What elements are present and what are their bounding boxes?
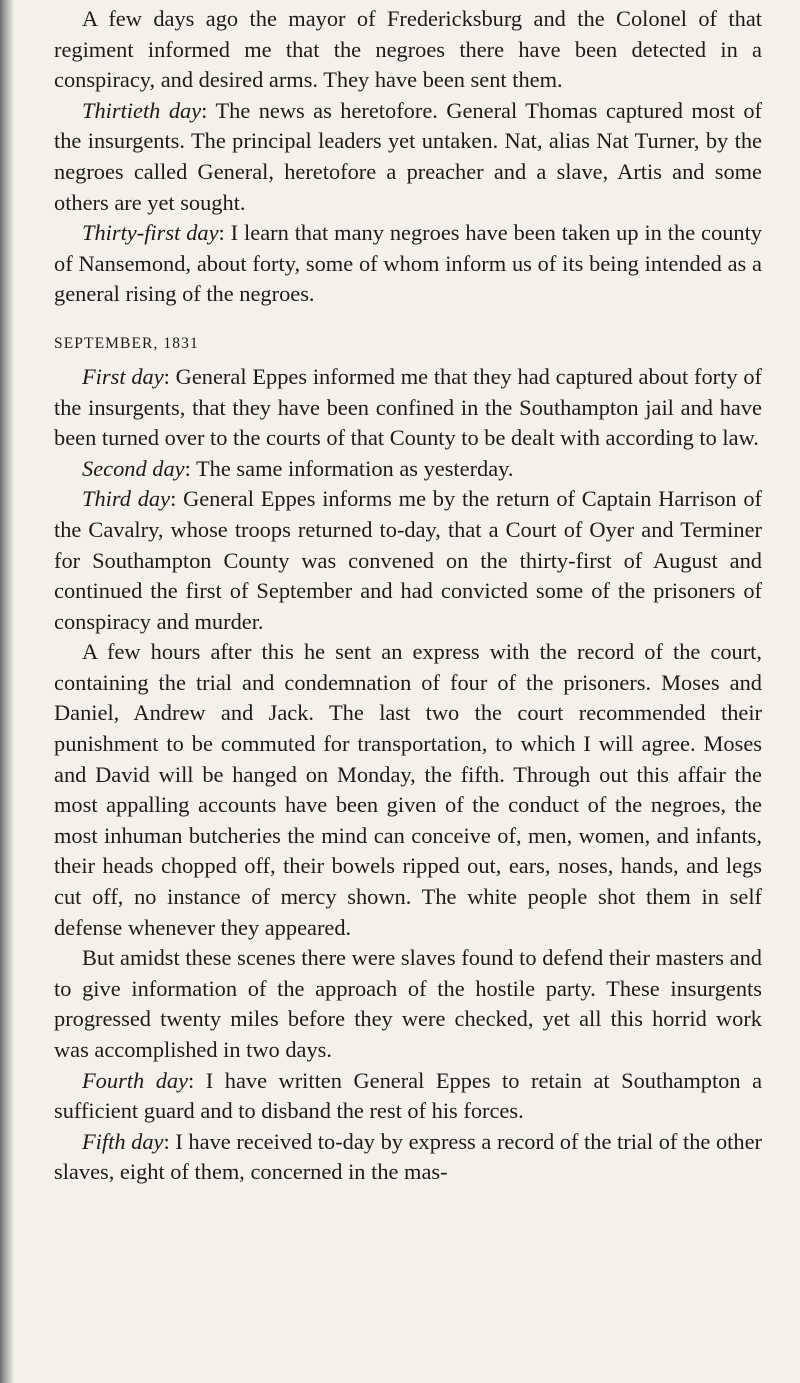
paragraph-thirtieth-day (54, 96, 762, 218)
section-heading: SEPTEMBER, 1831 (54, 334, 199, 352)
paragraph-thirty-first-day (54, 218, 762, 310)
day-label: Thirty-first day (82, 220, 219, 246)
paragraph-fredericksburg (54, 4, 762, 96)
paragraph-text: : I have received to-day by express a record of the trial of the other slaves, eight of them, concerned in the mas- (54, 1128, 762, 1185)
day-label: Fifth day (82, 1128, 164, 1154)
day-label: Fourth day (82, 1067, 189, 1093)
book-gutter-shadow (0, 0, 14, 1383)
book-page (54, 4, 762, 1188)
day-label: Thirtieth day (82, 97, 202, 123)
paragraph-fifth-day (54, 1127, 762, 1188)
paragraph-text: : The news as heretofore. General Thomas captured most of the insurgents. The principal leaders yet untaken. Nat, alias Nat Turner, by the negroes called General, heretofore a preacher and a slave, Artis and some others are yet sought. (54, 97, 763, 215)
paragraph-express-record (54, 637, 762, 943)
day-label: Second day (82, 455, 185, 481)
paragraph-text: A few days ago the mayor of Fredericksburg and the Colonel of that regiment informed me that the negroes there have been detected in a conspiracy, and desired arms. They have been sent them. (54, 6, 762, 93)
paragraph-fourth-day (54, 1066, 762, 1127)
day-label: First day (82, 363, 164, 389)
paragraph-second-day (54, 454, 762, 485)
day-label: Third day (82, 486, 171, 512)
paragraph-text: : The same information as yesterday. (184, 455, 514, 481)
paragraph-third-day (54, 484, 762, 637)
paragraph-text: A few hours after this he sent an express with the record of the court, containing the trial and condemnation of four of the prisoners. Moses and Daniel, Andrew and Jack. The last two the court recommended their punishment to be commuted for transportation, to which I will agree. Moses and David will be hanged on Monday, the fifth. Through out this affair the most appalling accounts have been given of the conduct of the negroes, the most inhuman butcheries the mind can conceive of, men, women, and infants, their heads chopped off, their bowels ripped out, ears, noses, hands, and legs cut off, no instance of mercy shown. The white people shot them in self defense whenever they appeared. (54, 639, 762, 940)
paragraph-first-day (54, 362, 762, 454)
paragraph-slaves-defend (54, 943, 762, 1065)
paragraph-text: But amidst these scenes there were slaves found to defend their masters and to give information of the approach of the hostile party. These insurgents progressed twenty miles before they were checked, yet all this horrid work was accomplished in two days. (54, 945, 762, 1062)
paragraph-text: : I learn that many negroes have been taken up in the county of Nansemond, about forty, some of whom inform us of its being intended as a general rising of the negroes. (54, 220, 762, 307)
paragraph-text: : I have written General Eppes to retain at Southampton a sufficient guard and to disband the rest of his forces. (54, 1067, 763, 1124)
paragraph-text: : General Eppes informed me that they had captured about forty of the insurgents, that they have been confined in the Southampton jail and have been turned over to the courts of that County to be dealt with according to law. (54, 363, 762, 451)
paragraph-text: : General Eppes informs me by the return of Captain Harrison of the Cavalry, whose troops returned to-day, that a Court of Oyer and Terminer for Southampton County was convened on the thirty-first of August and continued the first of September and had convicted some of the prisoners of conspiracy and murder. (54, 486, 762, 634)
